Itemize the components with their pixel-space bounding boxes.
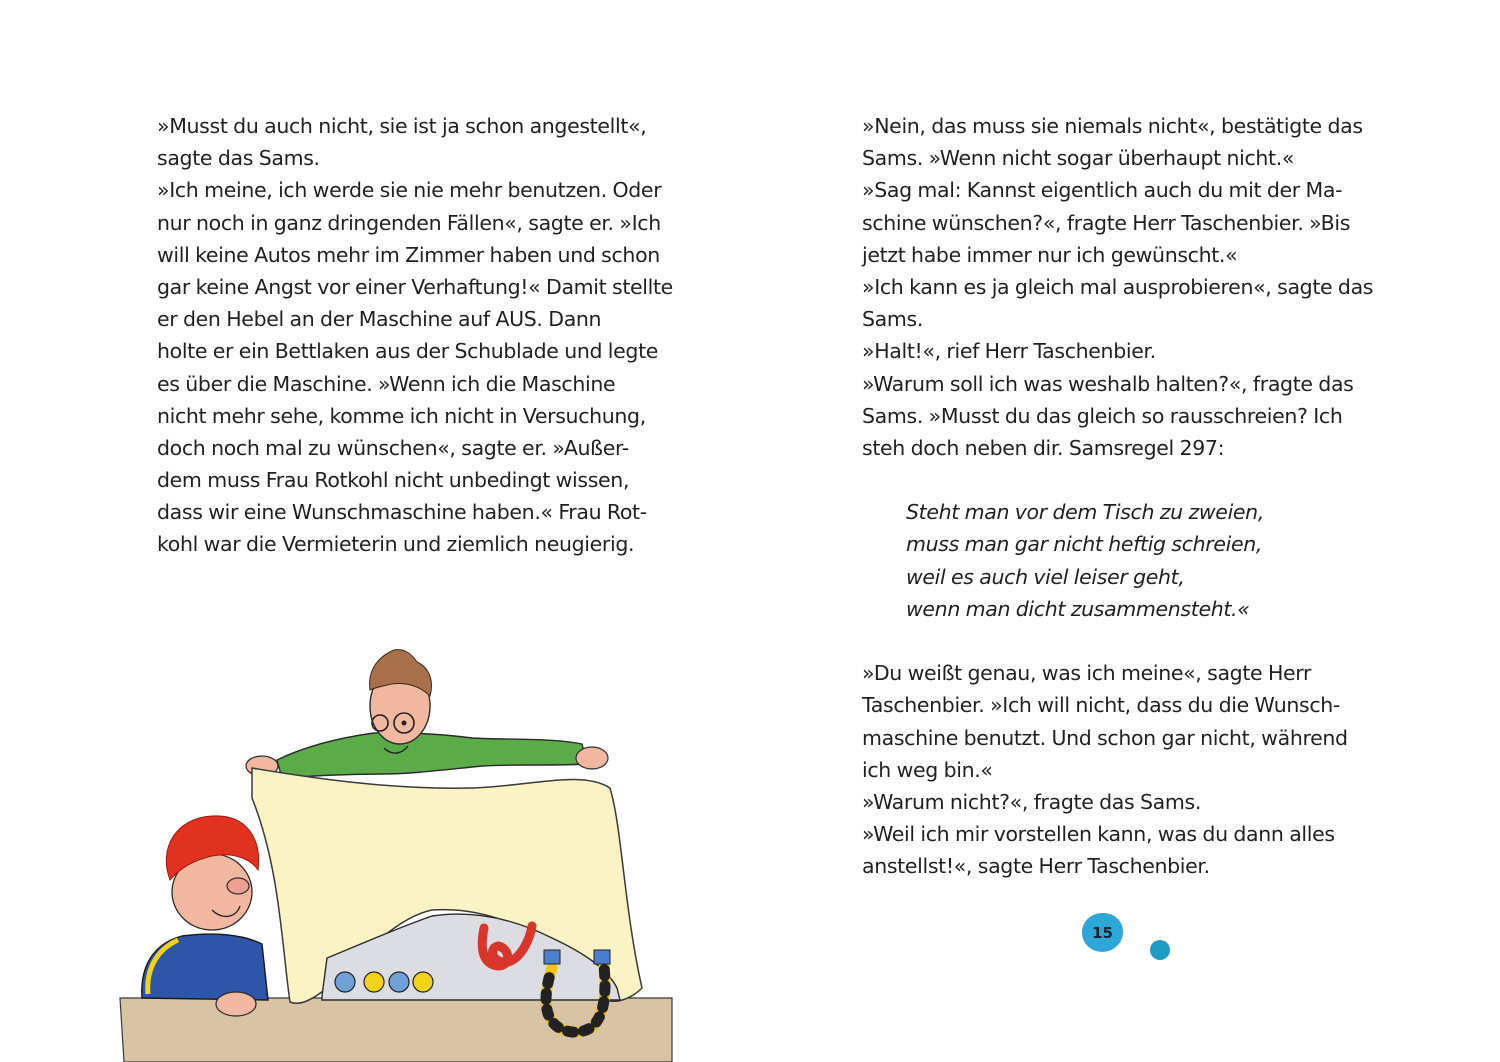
text-line: dass wir eine Wunschmaschine haben.« Frau Rot- (157, 500, 647, 525)
verse-line: weil es auch viel leiser geht, (906, 564, 1185, 589)
text-line: dem muss Frau Rotkohl nicht unbedingt wissen, (157, 468, 630, 493)
text-line: »Halt!«, rief Herr Taschenbier. (862, 339, 1156, 364)
text-line: holte er ein Bettlaken aus der Schublade und legte (157, 339, 659, 364)
text-line: maschine benutzt. Und schon gar nicht, während (862, 725, 1348, 750)
text-line: anstellst!«, sagte Herr Taschenbier. (862, 854, 1210, 879)
sams-character (142, 816, 268, 1016)
blank-line (862, 625, 1352, 657)
text-line: doch noch mal zu wünschen«, sagte er. »Außer- (157, 435, 629, 460)
text-line: ich weg bin.« (862, 757, 993, 782)
text-line: »Warum soll ich was weshalb halten?«, fragte das (862, 371, 1354, 396)
text-line: Sams. »Wenn nicht sogar überhaupt nicht.« (862, 146, 1295, 171)
text-line: jetzt habe immer nur ich gewünscht.« (862, 242, 1238, 267)
text-line: »Ich kann es ja gleich mal ausprobieren«, sagte das (862, 274, 1374, 299)
text-line: nicht mehr sehe, komme ich nicht in Versuchung, (157, 403, 646, 428)
text-line: »Weil ich mir vorstellen kann, was du dann alles (862, 822, 1335, 847)
verse-line: Steht man vor dem Tisch zu zweien, (906, 500, 1264, 525)
text-line: steh doch neben dir. Samsregel 297: (862, 435, 1225, 460)
text-line: »Nein, das muss sie niemals nicht«, bestätigte das (862, 114, 1363, 138)
text-line: Taschenbier. »Ich will nicht, dass du die Wunsch- (862, 693, 1340, 718)
page-number-badge (1082, 913, 1123, 952)
samsregel-verse (862, 496, 1352, 625)
text-line: kohl war die Vermieterin und ziemlich neugierig. (157, 532, 635, 557)
green-sweater (277, 733, 587, 778)
text-line: schine wünschen?«, fragte Herr Taschenbier. »Bis (862, 210, 1351, 235)
text-line: er den Hebel an der Maschine auf AUS. Dann (157, 307, 602, 332)
text-line: »Sag mal: Kannst eigentlich auch du mit der Ma- (862, 178, 1343, 203)
verse-line: muss man gar nicht heftig schreien, (906, 532, 1263, 557)
text-line: es über die Maschine. »Wenn ich die Maschine (157, 371, 616, 396)
text-line: »Du weißt genau, was ich meine«, sagte Herr (862, 661, 1312, 686)
text-line: »Ich meine, ich werde sie nie mehr benutzen. Oder (157, 178, 662, 203)
text-line: nur noch in ganz dringenden Fällen«, sagte er. »Ich (157, 210, 661, 235)
page-number: 15 (1092, 923, 1113, 942)
right-page-text (862, 110, 1374, 883)
text-line: sagte das Sams. (157, 146, 320, 171)
text-line: gar keine Angst vor einer Verhaftung!« Damit stellte (157, 274, 673, 299)
illustration (112, 648, 678, 1062)
text-line: Sams. »Musst du das gleich so rausschreien? Ich (862, 403, 1343, 428)
text-line: »Warum nicht?«, fragte das Sams. (862, 789, 1201, 814)
decorative-dot (1150, 940, 1170, 960)
verse-line: wenn man dicht zusammensteht.« (906, 596, 1250, 621)
text-line: will keine Autos mehr im Zimmer haben und schon (157, 242, 660, 267)
text-line: »Musst du auch nicht, sie ist ja schon angestellt«, (157, 114, 647, 138)
blank-line (862, 464, 1352, 496)
text-line: Sams. (862, 307, 923, 332)
left-page-text (157, 110, 673, 561)
